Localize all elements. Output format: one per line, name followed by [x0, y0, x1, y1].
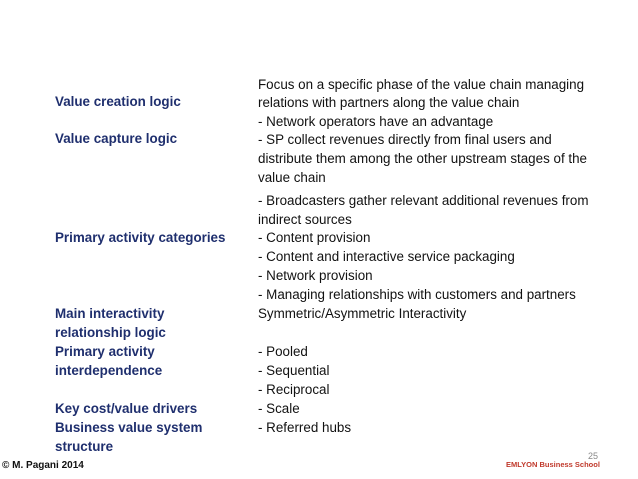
label-primary-activity-categories: Primary activity categories [55, 230, 226, 245]
description-line: - Scale [258, 401, 300, 416]
description-line: - Sequential [258, 363, 330, 378]
description-line: - Referred hubs [258, 420, 352, 435]
label-main-interactivity-line2: relationship logic [55, 325, 166, 340]
description-line: - Network operators have an advantage [258, 114, 494, 129]
label-key-cost-value-drivers: Key cost/value drivers [55, 401, 198, 416]
school-name: EMLYON Business School [506, 460, 600, 469]
description-line: - Reciprocal [258, 382, 330, 397]
label-business-value-system-line1: Business value system [55, 420, 203, 435]
description-line: relations with partners along the value chain [258, 95, 520, 110]
label-primary-activity-line2: interdependence [55, 363, 163, 378]
description-line: Focus on a specific phase of the value chain managing [258, 77, 585, 92]
description-line: - Pooled [258, 344, 308, 359]
label-value-capture-logic: Value capture logic [55, 131, 178, 146]
description-line: - Managing relationships with customers and partners [258, 287, 576, 302]
description-line: - SP collect revenues directly from final users and [258, 132, 552, 147]
description-line: value chain [258, 170, 326, 185]
label-main-interactivity-line1: Main interactivity [55, 306, 165, 321]
copyright: © M. Pagani 2014 [2, 460, 84, 471]
page-number: 25 [588, 451, 599, 461]
label-value-creation-logic: Value creation logic [55, 94, 181, 109]
description-line: - Content provision [258, 230, 371, 245]
description-line: - Broadcasters gather relevant additional revenues from [258, 193, 589, 208]
description-line: Symmetric/Asymmetric Interactivity [258, 306, 467, 321]
description-line: - Network provision [258, 268, 373, 283]
description-line: distribute them among the other upstream stages of the [258, 151, 587, 166]
description-line: indirect sources [258, 212, 352, 227]
label-primary-activity-line1: Primary activity [55, 344, 155, 359]
description-line: - Content and interactive service packaging [258, 249, 515, 264]
label-business-value-system-line2: structure [55, 439, 114, 454]
